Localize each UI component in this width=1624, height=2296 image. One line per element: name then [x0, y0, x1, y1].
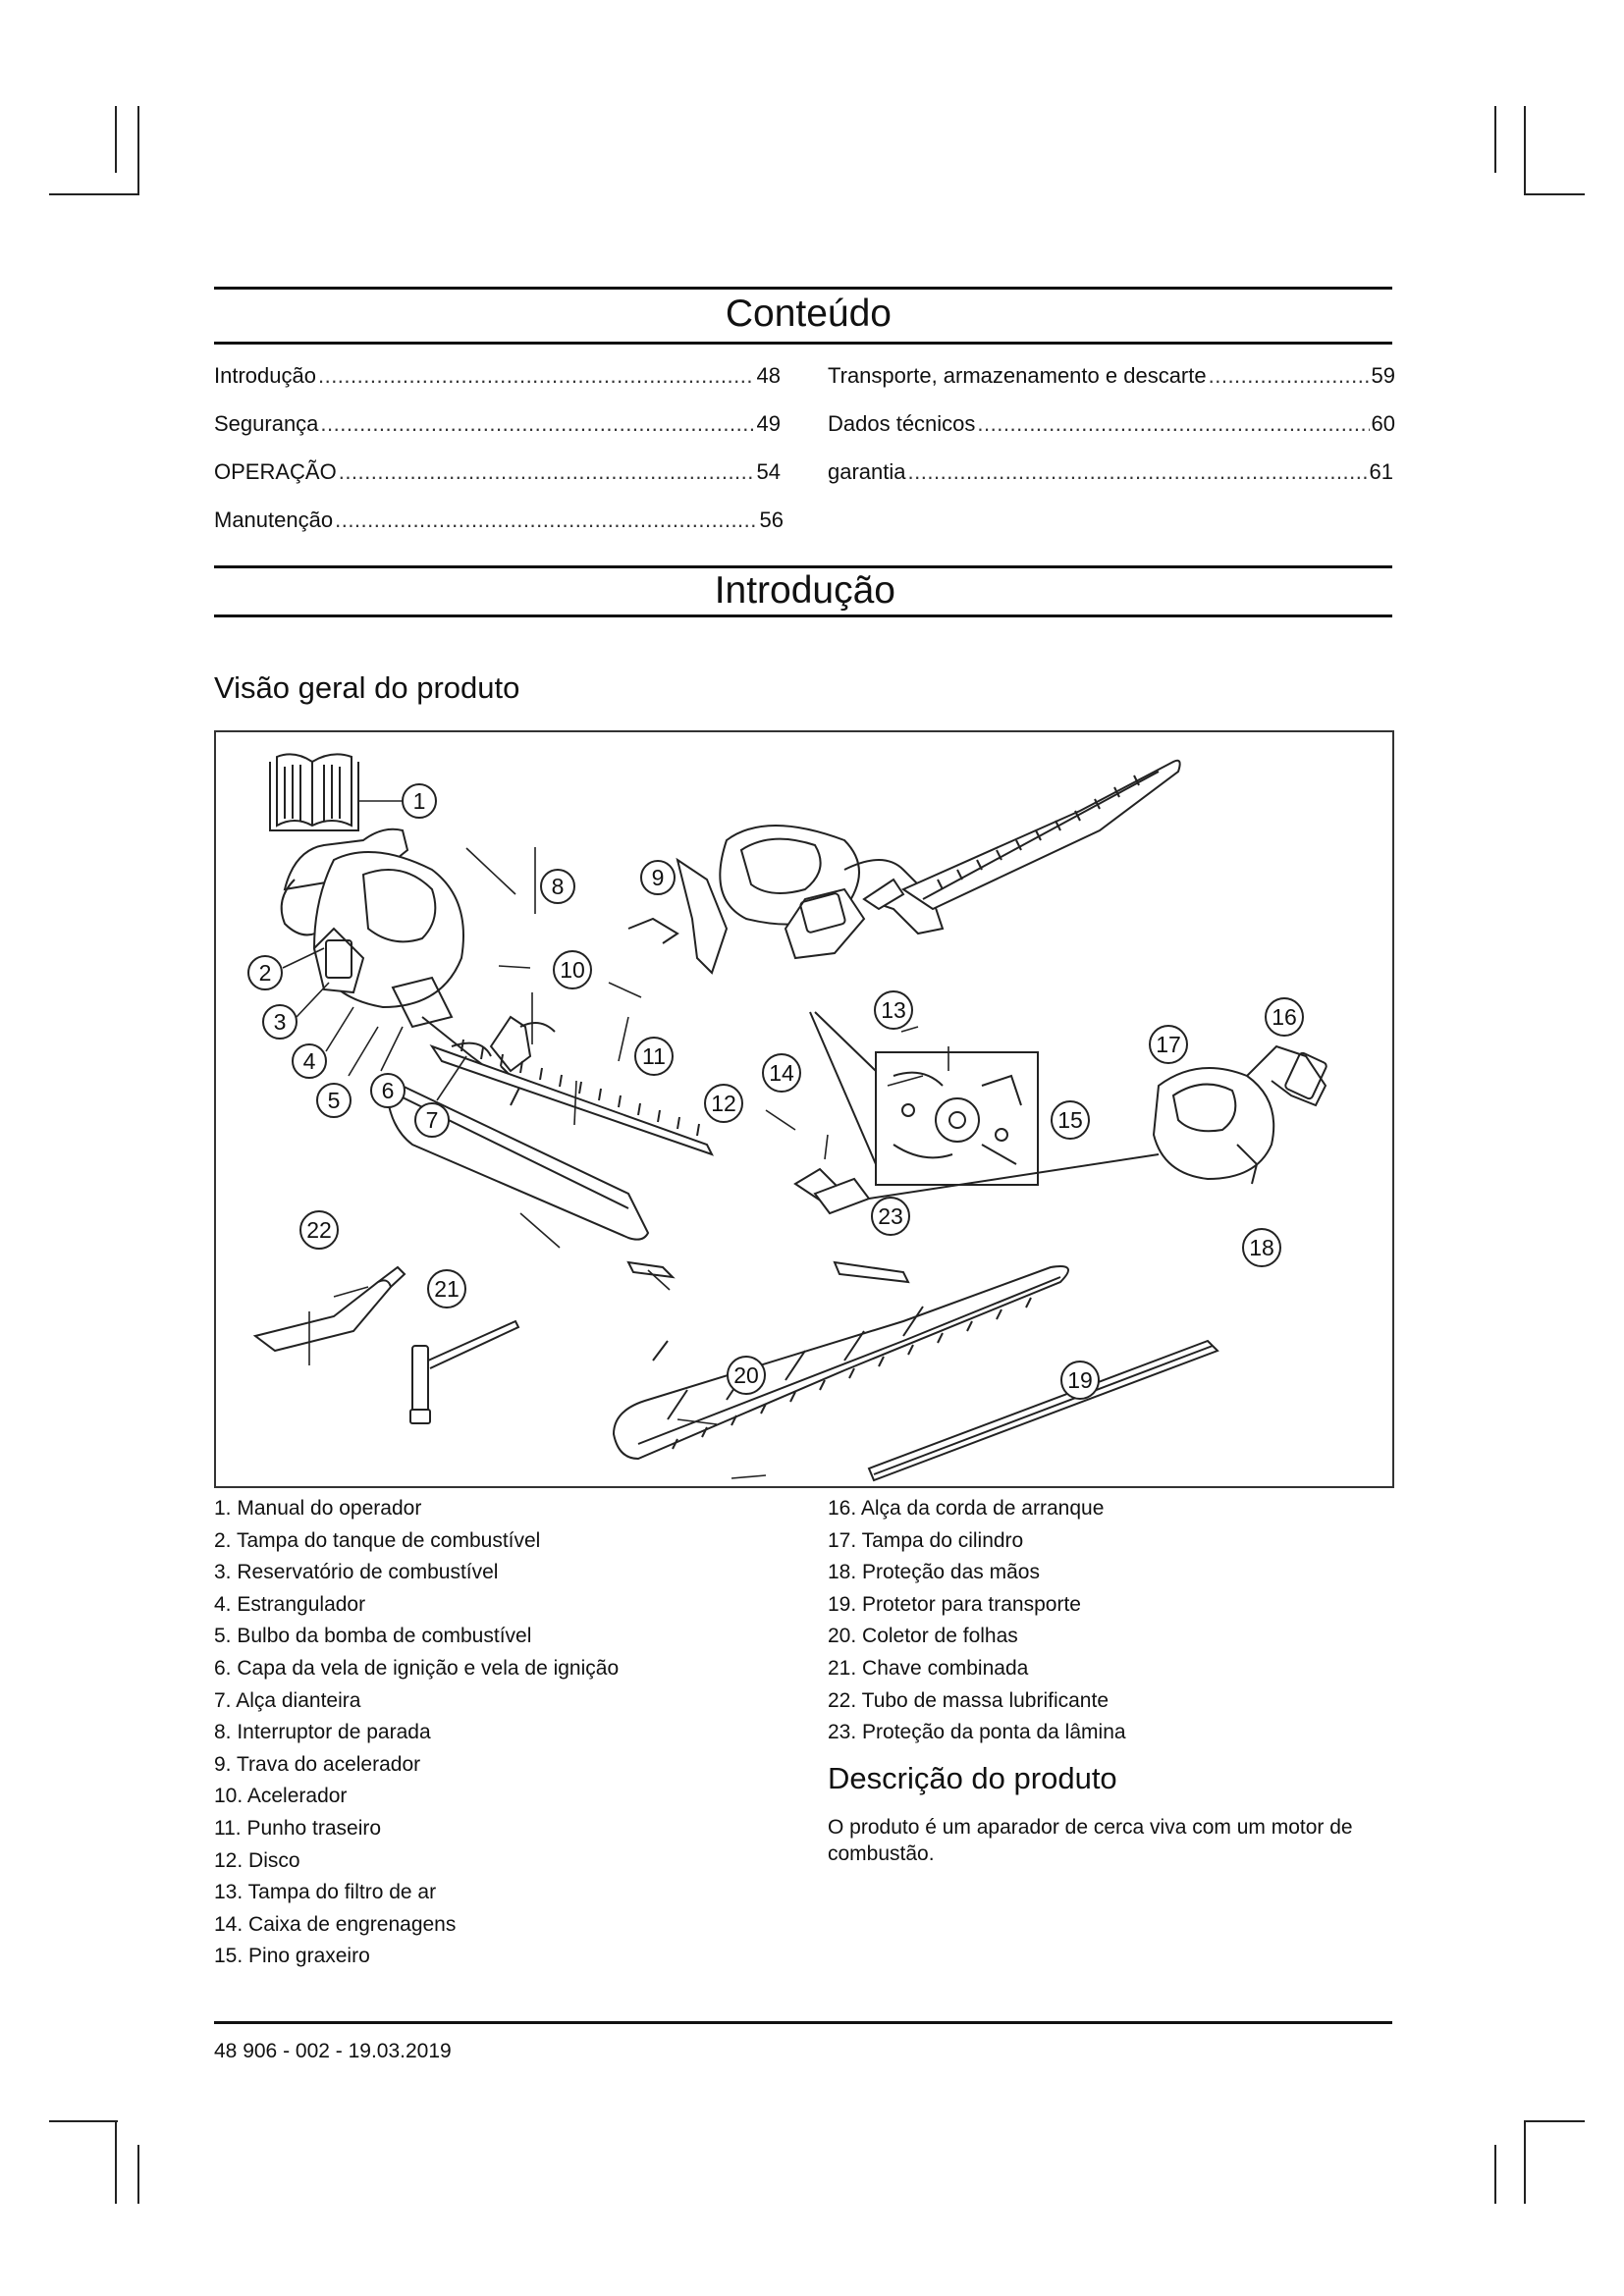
blade-tip-guard	[835, 1262, 908, 1282]
legend-item: 13. Tampa do filtro de ar	[214, 1881, 437, 1904]
description-text: O produto é um aparador de cerca viva com um motor de combustão.	[828, 1816, 1353, 1865]
engine-right-illustration	[1154, 1046, 1327, 1184]
callout-15	[1052, 1101, 1089, 1139]
toc-entry-label: garantia	[828, 459, 906, 484]
legend-left	[214, 1493, 619, 1973]
svg-text:4: 4	[302, 1048, 316, 1074]
section-rule-top	[214, 565, 1392, 568]
callout-17	[1150, 1026, 1187, 1063]
callout-7	[415, 1103, 449, 1137]
crop-mark-tr-v	[1494, 106, 1496, 173]
crop-mark-tr-h	[1524, 193, 1585, 195]
crop-mark-tl-h	[49, 193, 139, 195]
description-title: Descrição do produto	[828, 1761, 1117, 1795]
legend-item: 21. Chave combinada	[828, 1656, 1029, 1680]
svg-text:21: 21	[434, 1276, 460, 1302]
svg-text:14: 14	[769, 1060, 794, 1086]
callout-3	[263, 1005, 297, 1039]
svg-text:20: 20	[733, 1362, 759, 1388]
toc-rule-top	[214, 287, 1392, 290]
svg-text:6: 6	[381, 1078, 395, 1103]
callout-6	[371, 1074, 405, 1107]
callout-8	[541, 870, 574, 903]
grease-tube-icon	[255, 1267, 405, 1351]
crop-mark-bl-v2	[137, 2145, 139, 2204]
legend-item: 18. Proteção das mãos	[828, 1561, 1040, 1584]
toc-title: Conteúdo	[725, 293, 892, 335]
svg-text:10: 10	[560, 957, 585, 983]
crop-mark-br-v2	[1494, 2145, 1496, 2204]
toc-entry-label: Transporte, armazenamento e descarte	[828, 363, 1207, 388]
toc-entry-label: Manutenção	[214, 507, 334, 532]
toc-entry-introducao[interactable]	[214, 363, 781, 389]
crop-mark-bl-v	[115, 2120, 117, 2204]
callout-12	[705, 1085, 742, 1122]
toc-entry-page: 48	[756, 363, 781, 388]
legend-item: 22. Tubo de massa lubrificante	[828, 1688, 1110, 1712]
toc-entry-label: OPERAÇÃO	[214, 459, 337, 484]
svg-text:15: 15	[1057, 1107, 1083, 1133]
callout-13	[875, 991, 912, 1029]
svg-text:18: 18	[1249, 1235, 1274, 1260]
toc-entry-page: 59	[1371, 363, 1395, 388]
svg-text:16: 16	[1272, 1004, 1297, 1030]
callout-1	[403, 784, 436, 818]
crop-mark-tl-v	[137, 106, 139, 194]
section-subtitle: Visão geral do produto	[214, 670, 520, 705]
legend-item: 7. Alça dianteira	[214, 1688, 361, 1712]
blade-middle-illustration	[387, 1040, 712, 1277]
legend-item: 4. Estrangulador	[214, 1592, 366, 1616]
section-rule-bottom	[214, 614, 1392, 617]
toc-entry-label: Introdução	[214, 363, 316, 388]
callout-4	[293, 1044, 326, 1078]
legend-item: 23. Proteção da ponta da lâmina	[828, 1721, 1126, 1744]
toc-entry-manutencao[interactable]	[214, 507, 784, 533]
toc-entry-dados-tecnicos[interactable]	[828, 411, 1395, 437]
toc-entry-label: Segurança	[214, 411, 319, 436]
crop-mark-tr-v2	[1524, 106, 1526, 194]
product-overview-illustration	[216, 732, 1392, 1486]
legend-item: 15. Pino graxeiro	[214, 1945, 370, 1968]
callout-20	[728, 1357, 765, 1394]
crop-mark-br-h	[1524, 2120, 1585, 2122]
legend-item: 1. Manual do operador	[214, 1497, 422, 1520]
svg-text:11: 11	[642, 1043, 666, 1069]
trimmer-bottom-illustration	[614, 1154, 1218, 1480]
toc-entry-operacao[interactable]	[214, 459, 781, 485]
combination-wrench-icon	[410, 1321, 518, 1423]
crop-mark-br-v	[1524, 2120, 1526, 2204]
svg-text:19: 19	[1067, 1367, 1093, 1393]
legend-item: 8. Interruptor de parada	[214, 1721, 431, 1744]
svg-text:17: 17	[1156, 1032, 1181, 1057]
svg-text:8: 8	[551, 874, 565, 899]
blade-teeth-bottom	[673, 1298, 1031, 1449]
legend-item: 5. Bulbo da bomba de combustível	[214, 1625, 532, 1648]
legend-item: 2. Tampa do tanque de combustível	[214, 1528, 541, 1552]
svg-text:1: 1	[412, 788, 426, 814]
section-title: Introdução	[714, 569, 895, 612]
svg-text:22: 22	[306, 1217, 332, 1243]
legend-item: 11. Punho traseiro	[214, 1816, 382, 1840]
crop-mark-bl-h	[49, 2120, 118, 2122]
svg-text:2: 2	[258, 960, 272, 986]
toc-entry-page: 49	[756, 411, 781, 436]
toc-entry-page: 56	[759, 507, 784, 532]
callout-16	[1266, 998, 1303, 1036]
callout-9	[641, 861, 675, 894]
svg-text:3: 3	[273, 1009, 287, 1035]
manual-book-icon	[270, 754, 358, 830]
footer-rule	[214, 2021, 1392, 2024]
crop-mark-tl-v2	[115, 106, 117, 173]
toc-entry-transporte[interactable]	[828, 363, 1395, 389]
callout-14	[763, 1054, 800, 1092]
legend-item: 19. Protetor para transporte	[828, 1592, 1081, 1616]
callout-18	[1243, 1229, 1280, 1266]
callout-23	[872, 1198, 909, 1235]
svg-text:12: 12	[711, 1091, 736, 1116]
toc-entry-page: 54	[756, 459, 781, 484]
legend-item: 10. Acelerador	[214, 1785, 348, 1808]
product-overview-figure	[214, 730, 1394, 1488]
svg-text:5: 5	[327, 1088, 341, 1113]
callout-2	[248, 956, 282, 989]
toc-rule-bottom	[214, 342, 1392, 345]
callout-10	[554, 951, 591, 988]
svg-text:9: 9	[651, 865, 665, 890]
legend-item: 14. Caixa de engrenagens	[214, 1912, 457, 1936]
legend-item: 6. Capa da vela de ignição e vela de ignição	[214, 1656, 620, 1680]
toc-entry-page: 61	[1369, 459, 1393, 484]
legend-item: 16. Alça da corda de arranque	[828, 1497, 1105, 1520]
toc-entry-label: Dados técnicos	[828, 411, 976, 436]
legend-item: 17. Tampa do cilindro	[828, 1528, 1024, 1552]
legend-item: 9. Trava do acelerador	[214, 1752, 421, 1776]
svg-text:7: 7	[425, 1107, 439, 1133]
legend-item: 3. Reservatório de combustível	[214, 1561, 499, 1584]
toc-entry-page: 60	[1371, 411, 1395, 436]
footer-code: 48 906 - 002 - 19.03.2019	[214, 2040, 452, 2062]
toc-entry-seguranca[interactable]	[214, 411, 781, 437]
legend-item: 12. Disco	[214, 1848, 300, 1872]
callout-11	[635, 1038, 673, 1075]
grease-pin-detail-inset	[876, 1052, 1038, 1185]
svg-text:13: 13	[881, 997, 906, 1023]
legend-right	[828, 1493, 1126, 1749]
legend-item: 20. Coletor de folhas	[828, 1625, 1018, 1648]
toc-entry-garantia[interactable]	[828, 459, 1393, 485]
callout-21	[428, 1270, 465, 1308]
callout-5	[317, 1084, 351, 1117]
callout-19	[1061, 1362, 1099, 1399]
callout-22	[300, 1211, 338, 1249]
svg-text:23: 23	[878, 1203, 903, 1229]
